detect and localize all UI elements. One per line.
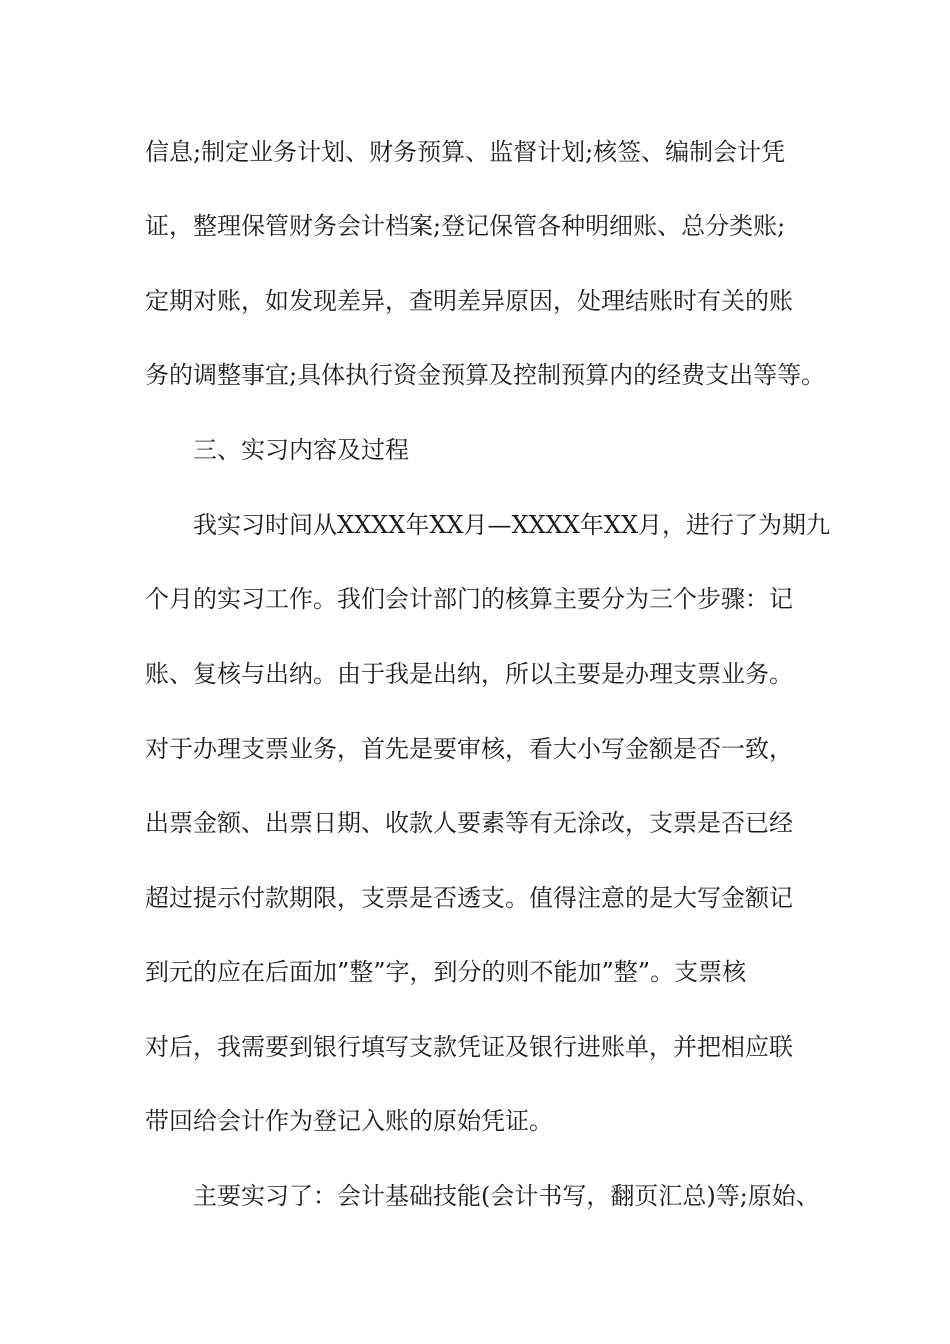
text-line-15: 主要实习了：会计基础技能(会计书写，翻页汇总)等;原始、 [193,1182,820,1210]
text-line-14: 带回给会计作为登记入账的原始凭证。 [145,1107,553,1135]
text-line-9: 对于办理支票业务，首先是要审核，看大小写金额是否一致， [145,735,793,763]
text-line-3: 定期对账，如发现差异，查明差异原因，处理结账时有关的账 [145,287,793,315]
text-line-11: 超过提示付款期限，支票是否透支。值得注意的是大写金额记 [145,884,793,912]
text-line-12: 到元的应在后面加”整”字，到分的则不能加”整”。支票核 [145,958,747,986]
text-line-2: 证，整理保管财务会计档案;登记保管各种明细账、总分类账; [145,212,786,240]
text-line-8: 账、复核与出纳。由于我是出纳，所以主要是办理支票业务。 [145,660,793,688]
text-line-10: 出票金额、出票日期、收款人要素等有无涂改，支票是否已经 [145,809,793,837]
text-line-6: 我实习时间从XXXX年XX月—XXXX年XX月，进行了为期九 [193,511,831,539]
text-line-1: 信息;制定业务计划、财务预算、监督计划;核签、编制会计凭 [145,138,786,166]
text-line-13: 对后，我需要到银行填写支款凭证及银行进账单，并把相应联 [145,1033,793,1061]
section-heading: 三、实习内容及过程 [193,436,409,464]
text-line-4: 务的调整事宜;具体执行资金预算及控制预算内的经费支出等等。 [145,361,826,389]
text-line-7: 个月的实习工作。我们会计部门的核算主要分为三个步骤：记 [145,585,793,613]
